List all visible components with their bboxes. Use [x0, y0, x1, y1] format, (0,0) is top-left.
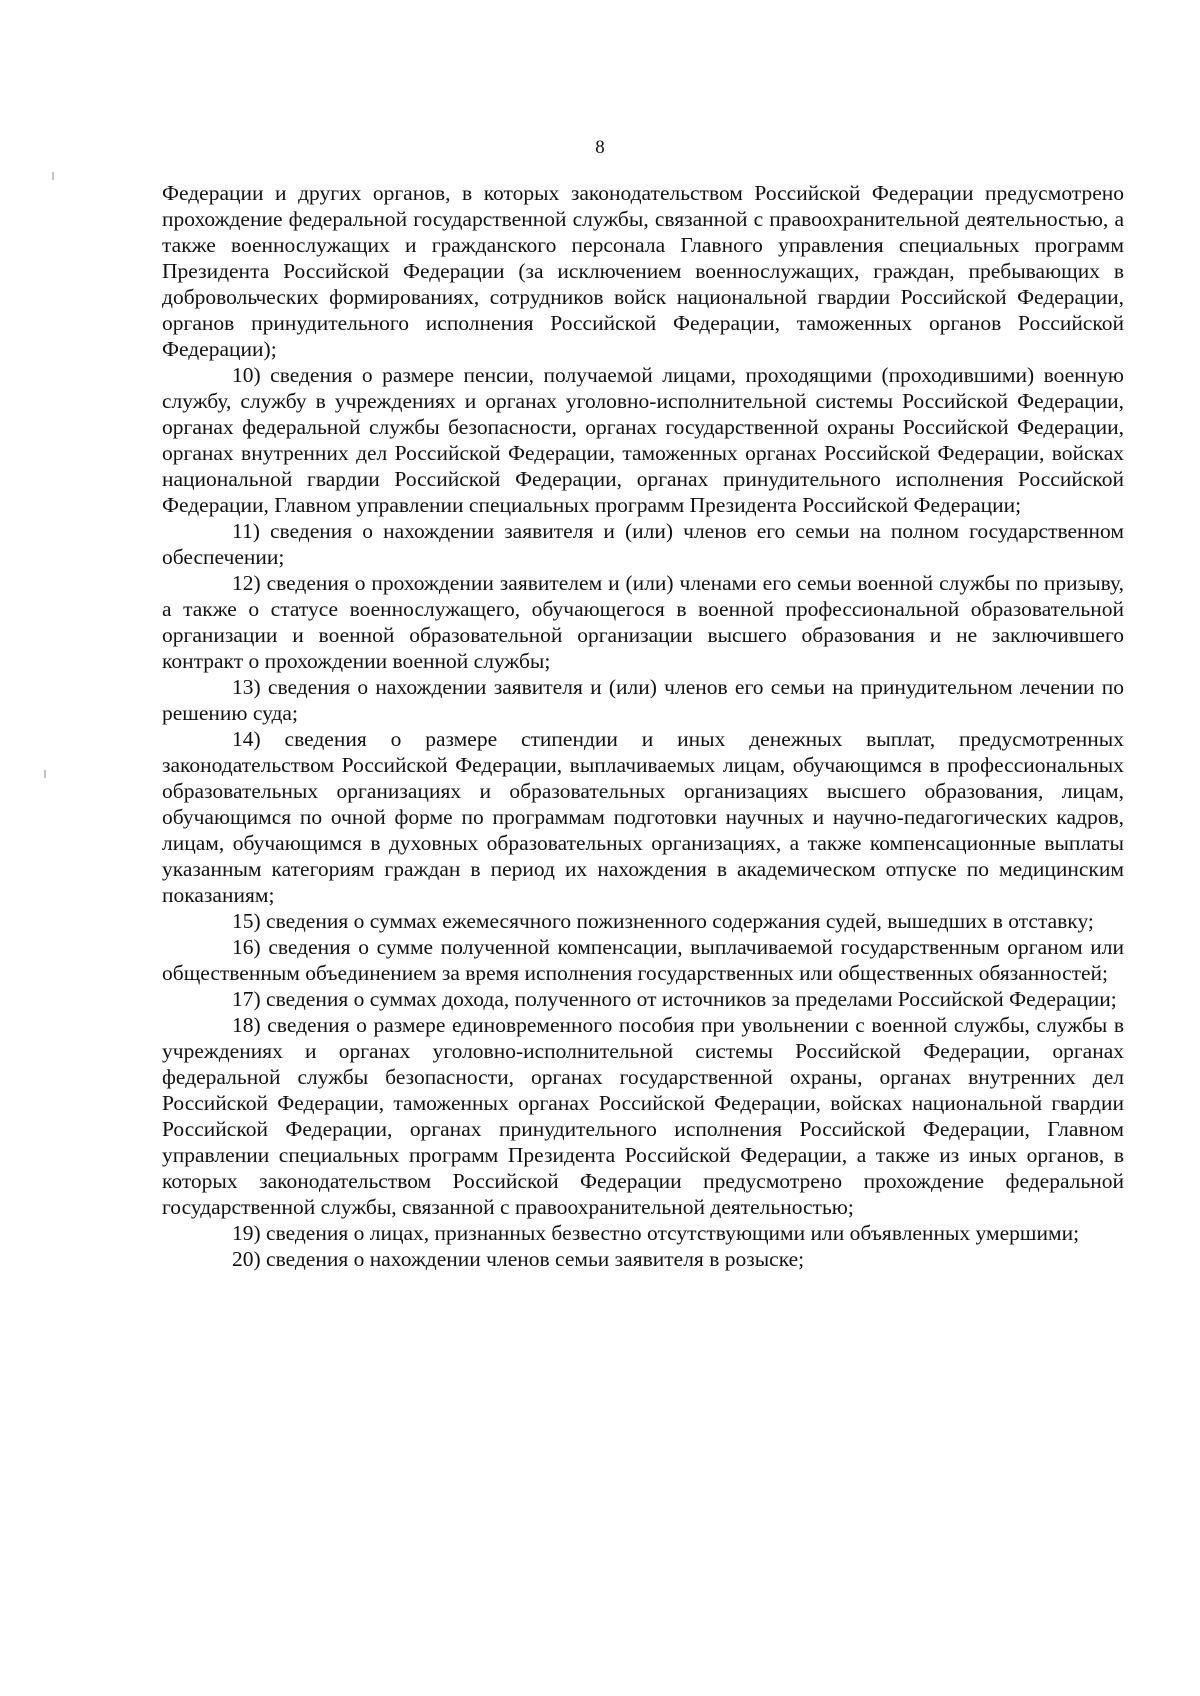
list-item-19: 19) сведения о лицах, признанных безвестно отсутствующими или объявленных умершими; — [232, 1221, 1080, 1245]
paragraph-continuation: Федерации и других органов, в которых законодательством Российской Федерации предусмотрено прохождение федеральной государственной службы, связанной с правоохранительной деятельностью, а также военнослужащих и гражданского персонала Главного управления специальных программ Президента Российской Федерации (за исключением военнослужащих, граждан, пребывающих в добровольческих формированиях, сотрудников войск национальной гвардии Российской Федерации, органов принудительного исполнения Российской Федерации, таможенных органов Российской Федерации); — [162, 181, 1124, 361]
list-item-15: 15) сведения о суммах ежемесячного пожизненного содержания судей, вышедших в отставку; — [232, 909, 1094, 933]
list-item-17: 17) сведения о суммах дохода, полученного от источников за пределами Российской Федерации; — [232, 987, 1117, 1011]
list-item-20: 20) сведения о нахождении членов семьи заявителя в розыске; — [232, 1247, 805, 1271]
list-item-16: 16) сведения о сумме полученной компенсации, выплачиваемой государственным органом или общественным объединением за время исполнения государственных или общественных обязанностей; — [162, 935, 1124, 985]
list-item-12: 12) сведения о прохождении заявителем и (или) членами его семьи военной службы по призыву, а также о статусе военнослужащего, обучающегося в военной профессиональной образовательной организации и военной образовательной организации высшего образования и не заключившего контракт о прохождении военной службы; — [162, 571, 1124, 673]
scan-artifact-mark — [52, 172, 54, 180]
document-body — [162, 180, 1124, 1272]
list-item-11: 11) сведения о нахождении заявителя и (или) членов его семьи на полном государственном обеспечении; — [162, 519, 1124, 569]
list-item-10: 10) сведения о размере пенсии, получаемой лицами, проходящими (проходившими) военную службу, службу в учреждениях и органах уголовно-исполнительной системы Российской Федерации, органах федеральной службы безопасности, органах государственной охраны Российской Федерации, органах внутренних дел Российской Федерации, таможенных органах Российской Федерации, войсках национальной гвардии Российской Федерации, органах принудительного исполнения Российской Федерации, Главном управлении специальных программ Президента Российской Федерации; — [162, 363, 1124, 517]
list-item-18: 18) сведения о размере единовременного пособия при увольнении с военной службы, службы в учреждениях и органах уголовно-исполнительной системы Российской Федерации, органах федеральной службы безопасности, органах государственной охраны, органах внутренних дел Российской Федерации, таможенных органах Российской Федерации, войсках национальной гвардии Российской Федерации, органах принудительного исполнения Российской Федерации, Главном управлении специальных программ Президента Российской Федерации, а также из иных органов, в которых законодательством Российской Федерации предусмотрено прохождение федеральной государственной службы, связанной с правоохранительной деятельностью; — [162, 1013, 1124, 1219]
scan-artifact-mark — [44, 770, 46, 778]
page-number: 8 — [595, 137, 605, 158]
list-item-14: 14) сведения о размере стипендии и иных денежных выплат, предусмотренных законодательством Российской Федерации, выплачиваемых лицам, обучающимся в профессиональных образовательных организациях и образовательных организациях высшего образования, лицам, обучающимся по очной форме по программам подготовки научных и научно-педагогических кадров, лицам, обучающимся в духовных образовательных организациях, а также компенсационные выплаты указанным категориям граждан в период их нахождения в академическом отпуске по медицинским показаниям; — [162, 727, 1124, 907]
list-item-13: 13) сведения о нахождении заявителя и (или) членов его семьи на принудительном лечении по решению суда; — [162, 675, 1124, 725]
